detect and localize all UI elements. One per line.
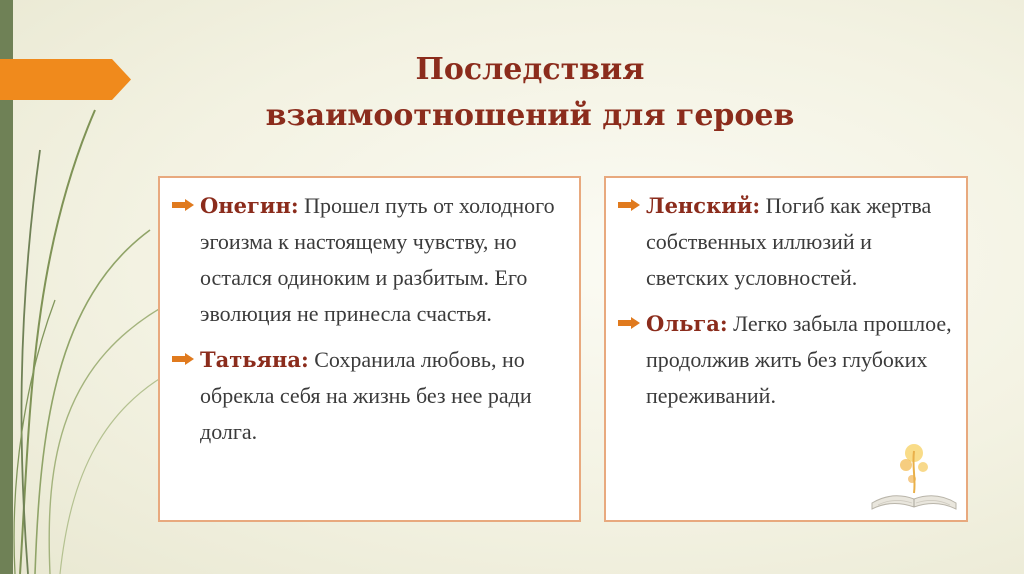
list-item: [172, 188, 571, 332]
arrow-bullet-icon: [618, 317, 640, 329]
arrow-bullet-icon: [172, 199, 194, 211]
arrow-bullet-icon: [172, 353, 194, 365]
character-name: Онегин:: [200, 193, 299, 218]
character-name: Ленский:: [646, 193, 761, 218]
open-book-icon: [868, 433, 960, 517]
left-card: [158, 176, 581, 522]
character-name: Ольга:: [646, 311, 728, 336]
character-description: Сохранила любовь, но обрекла себя на жизнь без нее ради долга.: [200, 347, 532, 444]
list-item: [618, 188, 958, 296]
title-line-2: взаимоотношений для героев: [265, 98, 795, 133]
character-description: Прошел путь от холодного эгоизма к настоящему чувству, но остался одиноким и разбитым. Его эволюция не принесла счастья.: [200, 193, 555, 326]
list-item: [618, 306, 958, 414]
title-tab-arrow: [0, 59, 131, 100]
list-item: [172, 342, 571, 450]
character-description: Погиб как жертва собственных иллюзий и светских условностей.: [646, 193, 932, 290]
character-description: Легко забыла прошлое, продолжив жить без глубоких переживаний.: [646, 311, 952, 408]
arrow-bullet-icon: [618, 199, 640, 211]
title-line-1: Последствия: [415, 52, 645, 87]
page-title: [220, 47, 840, 139]
character-name: Татьяна:: [200, 347, 309, 372]
